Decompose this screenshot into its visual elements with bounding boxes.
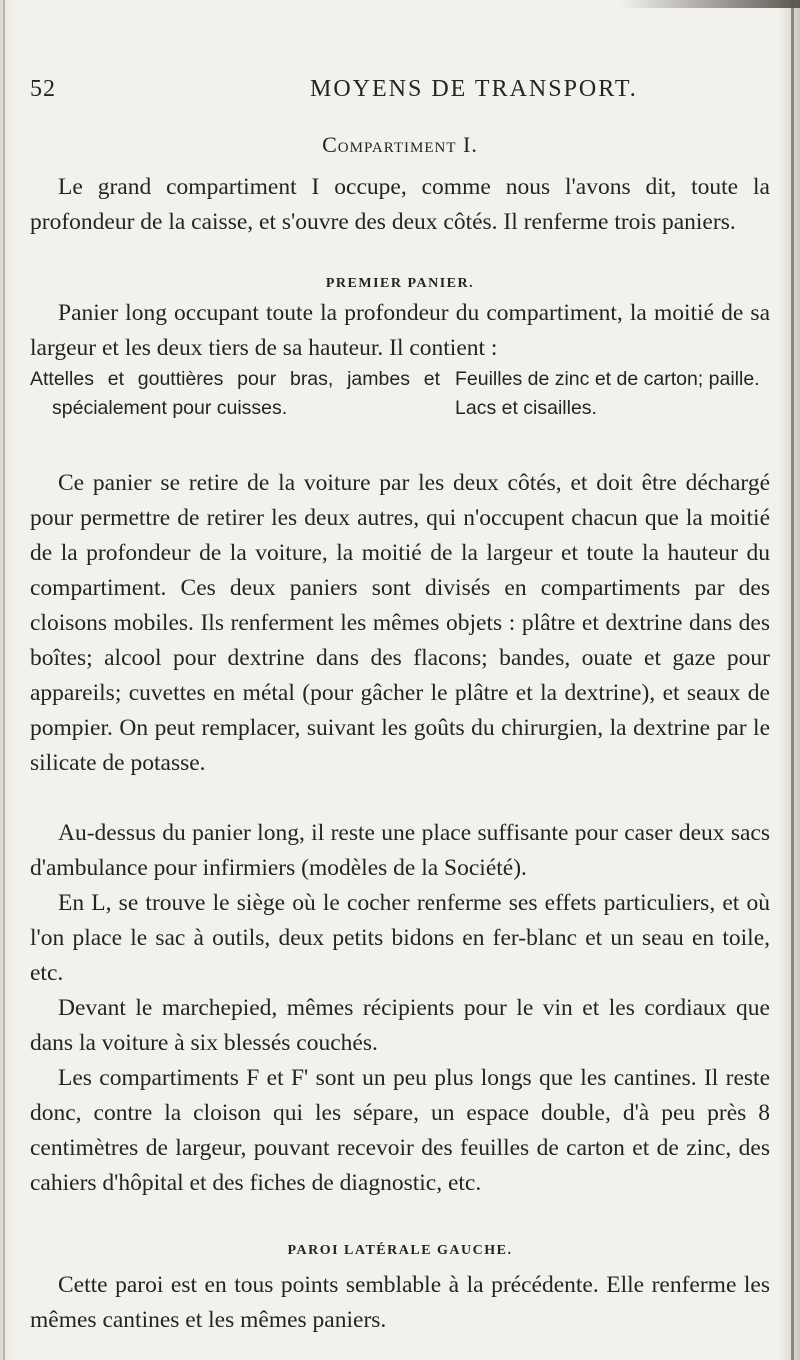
subhead-first-basket: PREMIER PANIER. (325, 276, 475, 291)
intro-paragraph: Le grand compartiment I occupe, comme nous l'avons dit, toute la profondeur de la caisse, et s'ouvre des deux côtés. Il renferme trois paniers. (30, 174, 770, 235)
body-paragraph: Ce panier se retire de la voiture par les deux côtés, et doit être déchargé pour permettre de retirer les deux autres, qui n'occupent chacun que la moitié de la profondeur de la voiture, la moitié de la largeur et toute la hauteur du compartiment. Ces deux paniers sont divisés en compartiments par des cloisons mobiles. Ils renferment les mêmes objets : plâtre et dextrine dans des boîtes; alcool pour dextrine dans des flacons; bandes, ouate et gaze pour appareils; cuvettes en métal (pour gâcher le plâtre et la dextrine), et seaux de pompier. On peut remplacer, suivant les goûts du chirurgien, la dextrine par le silicate de potasse. (30, 470, 770, 776)
scan-top-band (620, 0, 800, 8)
list-item: Lacs et cisailles. (455, 397, 597, 419)
list-item: Attelles et gouttières pour bras, jambes et spécialement pour cuisses. (30, 368, 440, 419)
page-number: 52 (30, 76, 56, 102)
body-paragraph: Au-dessus du panier long, il reste une place suffisante pour caser deux sacs d'ambulance pour infirmiers (modèles de la Société). (30, 820, 770, 881)
body-paragraph: En L, se trouve le siège où le cocher renferme ses effets particuliers, et où l'on place le sac à outils, deux petits bidons en fer-blanc et un seau en toile, etc. (30, 890, 770, 986)
running-title: MOYENS DE TRANSPORT. (310, 76, 638, 102)
subhead-left-wall: PAROI LATÉRALE GAUCHE. (287, 1243, 513, 1258)
scan-edge-left-line (3, 0, 5, 1360)
section-title: Compartiment I. (322, 132, 478, 157)
left-wall-paragraph: Cette paroi est en tous points semblable à la précédente. Elle renferme les mêmes cantines et les mêmes paniers. (30, 1272, 770, 1333)
contents-list-right-column (455, 365, 770, 423)
body-paragraph: Devant le marchepied, mêmes récipients pour le vin et les cordiaux que dans la voiture à six blessés couchés. (30, 995, 770, 1056)
running-head (30, 76, 770, 106)
scan-edge-right (778, 0, 800, 1360)
first-basket-paragraph: Panier long occupant toute la profondeur du compartiment, la moitié de sa largeur et les deux tiers de sa hauteur. Il contient : (30, 300, 770, 361)
contents-list-left-column (30, 365, 440, 423)
list-item: Feuilles de zinc et de carton; paille. (455, 368, 760, 390)
body-paragraph: Les compartiments F et F' sont un peu plus longs que les cantines. Il reste donc, contre la cloison qui les sépare, un espace double, d'à peu près 8 centimètres de largeur, pouvant recevoir des feuilles de carton et de zinc, des cahiers d'hôpital et des fiches de diagnostic, etc. (30, 1065, 770, 1196)
scan-edge-right-line (791, 0, 794, 1360)
